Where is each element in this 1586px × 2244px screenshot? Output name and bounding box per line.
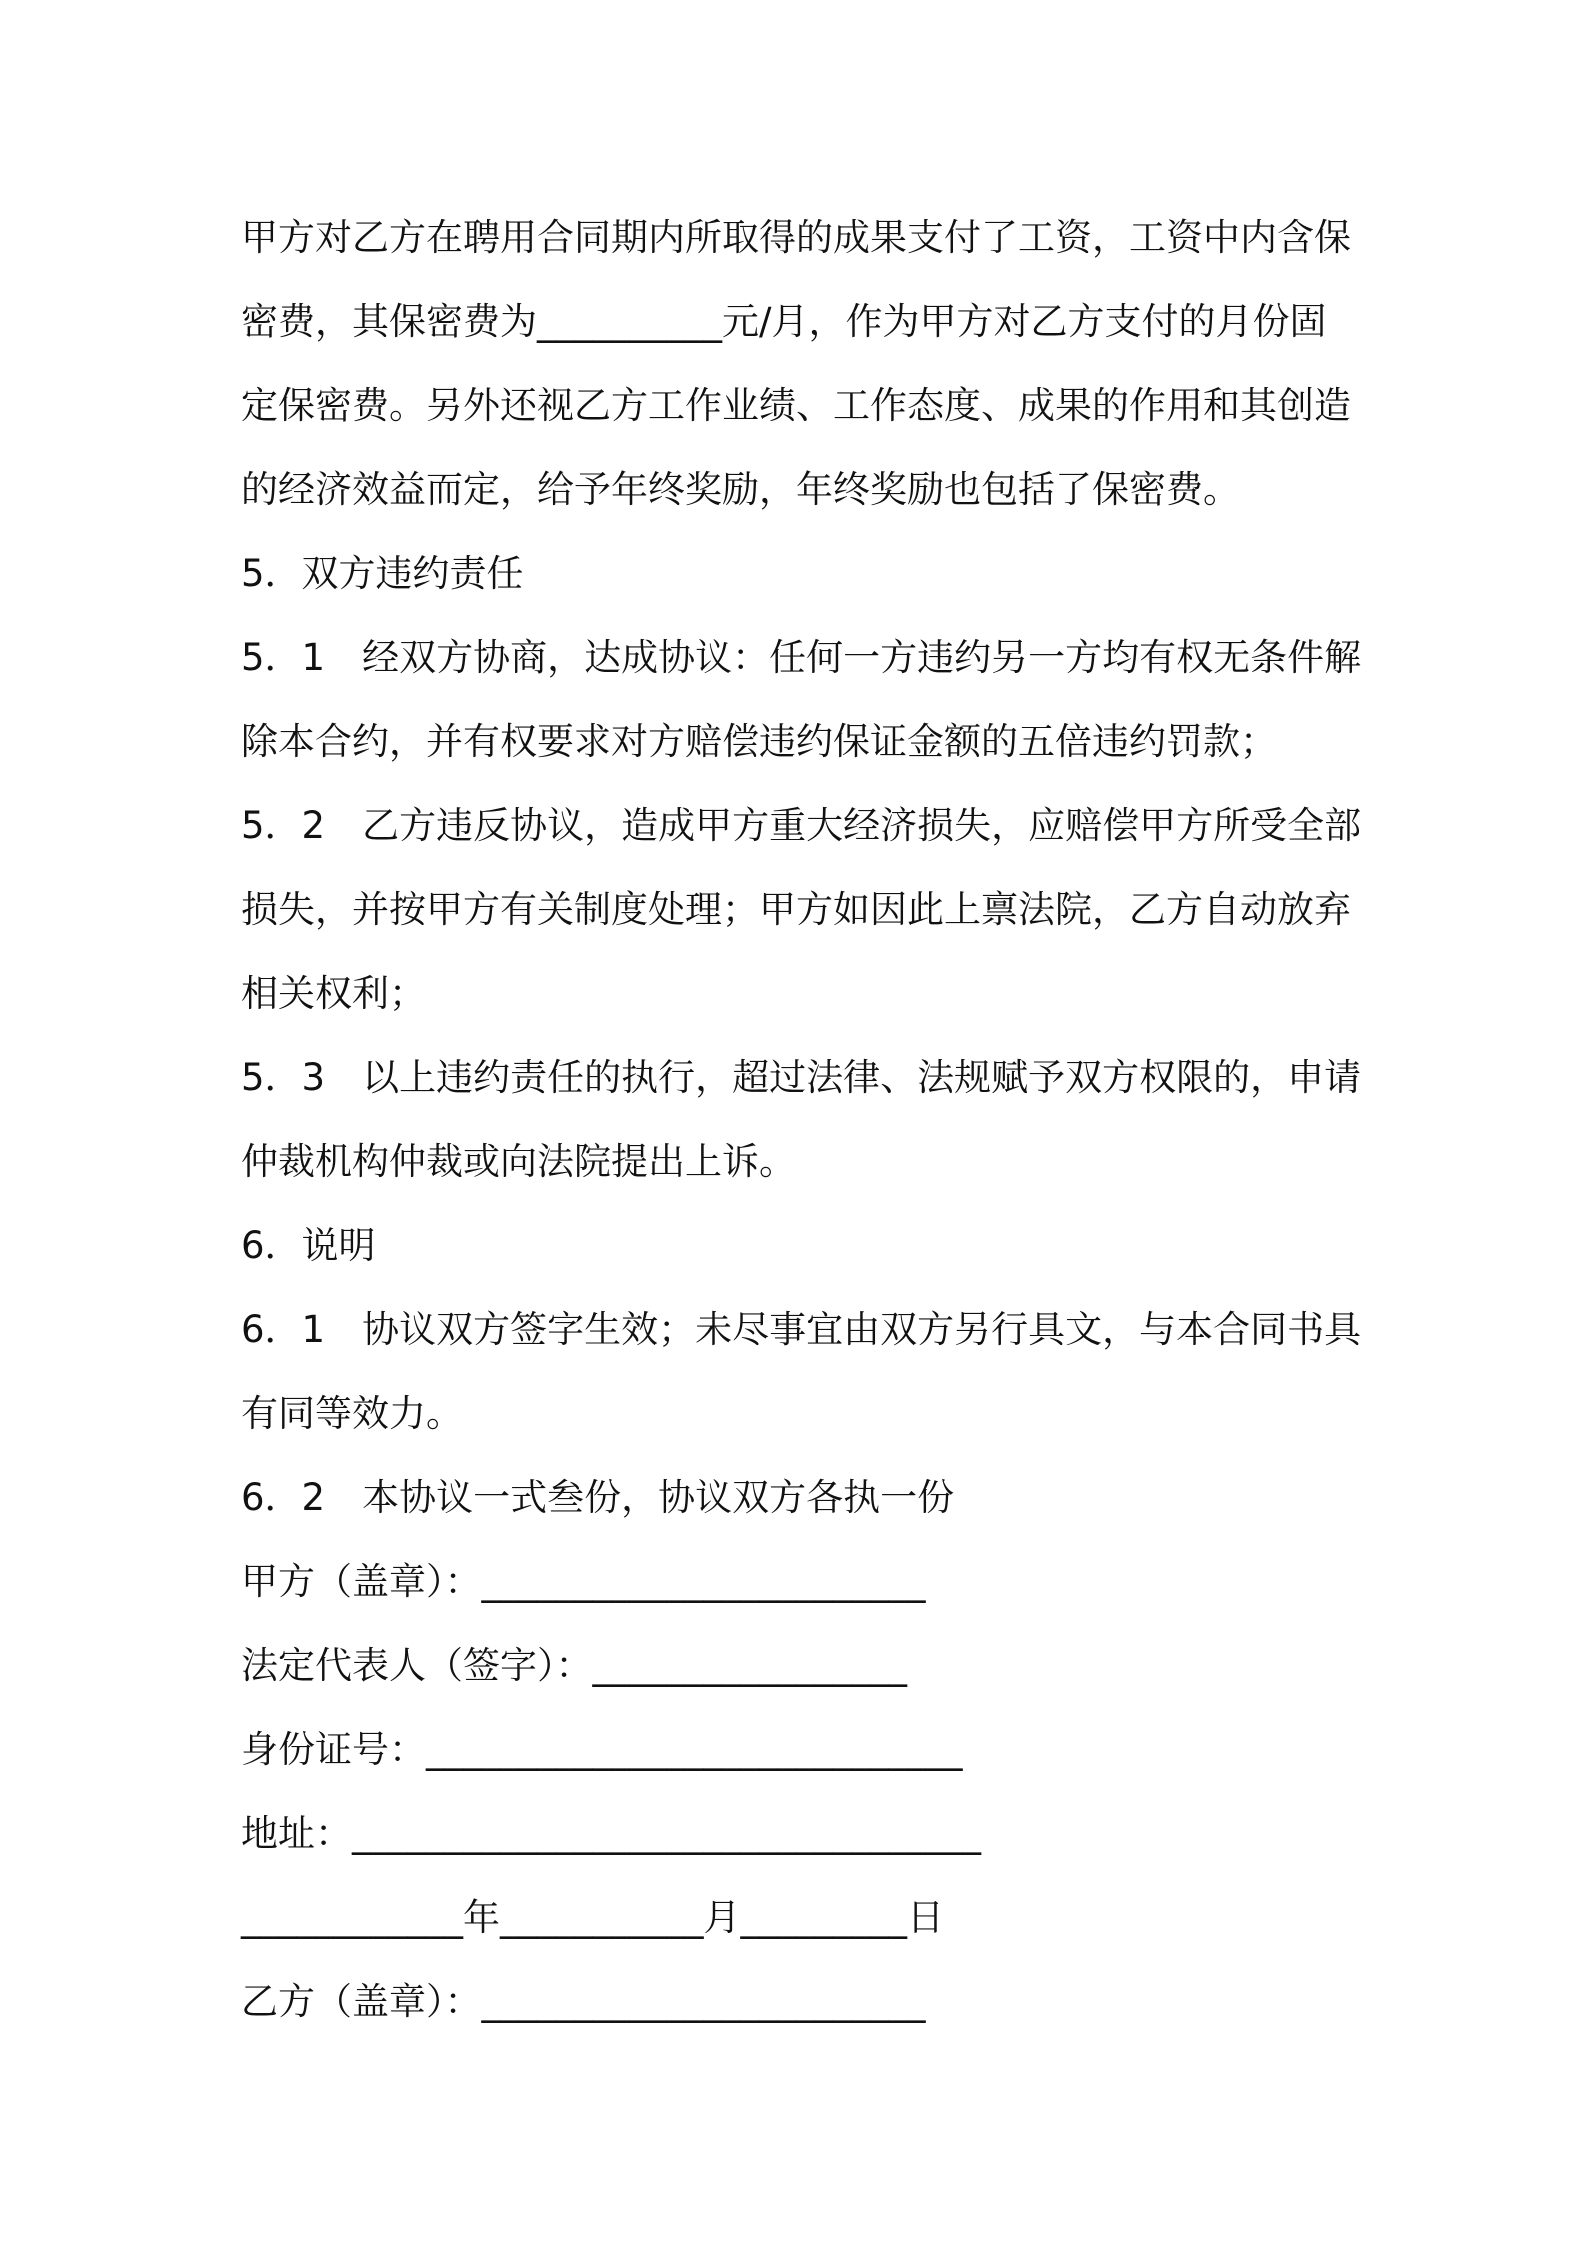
clause-line: 6．1 协议双方签字生效；未尽事宜由双方另行具文，与本合同书具 [241, 1308, 1362, 1351]
signature-field-party-b: 乙方（盖章）：________________________ [241, 1980, 926, 2023]
signature-field-party-a: 甲方（盖章）：________________________ [241, 1560, 926, 1603]
document-page [241, 196, 1361, 2044]
clause-line: 5．3 以上违约责任的执行，超过法律、法规赋予双方权限的，申请 [241, 1056, 1362, 1099]
clause-line: 5．1 经双方协商，达成协议：任何一方违约另一方均有权无条件解 [241, 636, 1362, 679]
clause-line: 相关权利； [241, 972, 426, 1015]
section-heading: 6．说明 [241, 1224, 376, 1267]
clause-line: 6．2 本协议一式叁份，协议双方各执一份 [241, 1476, 955, 1519]
clause-line: 仲裁机构仲裁或向法院提出上诉。 [241, 1140, 796, 1183]
date-field: ____________年___________月_________日 [241, 1896, 944, 1939]
clause-line: 损失，并按甲方有关制度处理；甲方如因此上禀法院，乙方自动放弃 [241, 888, 1351, 931]
paragraph-line: 密费，其保密费为__________元/月，作为甲方对乙方支付的月份固 [241, 300, 1327, 343]
signature-field-legal-rep: 法定代表人（签字）：_________________ [241, 1644, 907, 1687]
id-number-field: 身份证号：_____________________________ [241, 1728, 963, 1771]
paragraph-line: 定保密费。另外还视乙方工作业绩、工作态度、成果的作用和其创造 [241, 384, 1351, 427]
address-field: 地址：__________________________________ [241, 1812, 981, 1855]
paragraph-line: 甲方对乙方在聘用合同期内所取得的成果支付了工资，工资中内含保 [241, 216, 1351, 259]
paragraph-line: 的经济效益而定，给予年终奖励，年终奖励也包括了保密费。 [241, 468, 1240, 511]
clause-line: 有同等效力。 [241, 1392, 463, 1435]
clause-line: 5．2 乙方违反协议，造成甲方重大经济损失，应赔偿甲方所受全部 [241, 804, 1362, 847]
clause-line: 除本合约，并有权要求对方赔偿违约保证金额的五倍违约罚款； [241, 720, 1277, 763]
section-heading: 5．双方违约责任 [241, 552, 524, 595]
